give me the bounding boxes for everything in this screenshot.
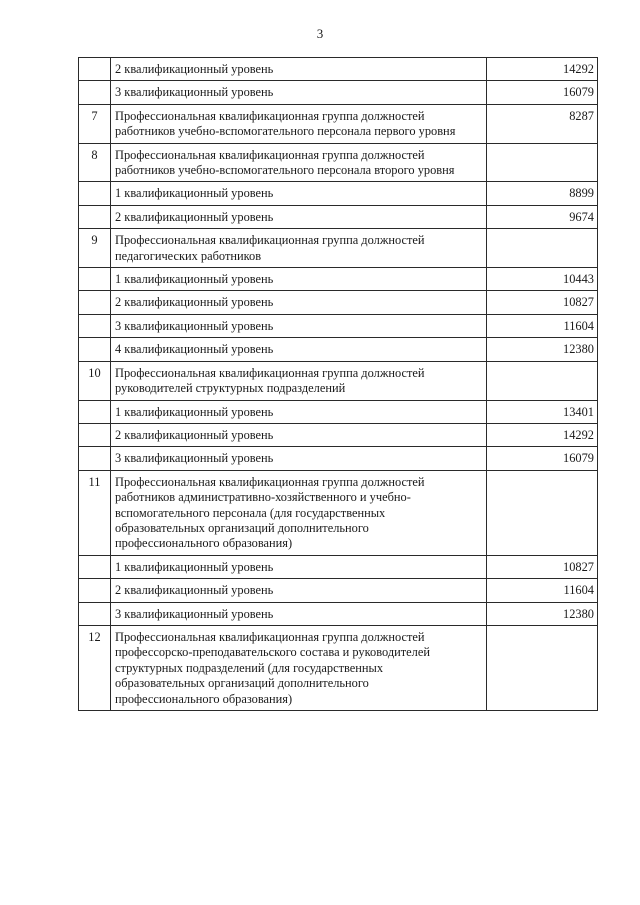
position-name-cell: Профессиональная квалификационная группа должностей руководителей структурных подразделений: [111, 361, 487, 400]
table-row: [79, 182, 598, 205]
row-number-cell: [79, 555, 111, 578]
table-row: [79, 470, 598, 555]
row-number-cell: [79, 291, 111, 314]
salary-value-cell: [487, 470, 598, 555]
salary-table: [78, 57, 598, 711]
row-number-cell: [79, 400, 111, 423]
position-name-cell: 2 квалификационный уровень: [111, 291, 487, 314]
row-number-cell: 12: [79, 625, 111, 710]
table-row: [79, 229, 598, 268]
table-row: [79, 104, 598, 143]
table-row: [79, 555, 598, 578]
row-number-cell: [79, 338, 111, 361]
row-number-cell: [79, 579, 111, 602]
salary-value-cell: 13401: [487, 400, 598, 423]
row-number-cell: 10: [79, 361, 111, 400]
salary-table-body: [79, 58, 598, 711]
position-name-cell: 3 квалификационный уровень: [111, 314, 487, 337]
row-number-cell: [79, 314, 111, 337]
position-name-cell: 3 квалификационный уровень: [111, 81, 487, 104]
table-row: [79, 625, 598, 710]
table-row: [79, 423, 598, 446]
position-name-cell: Профессиональная квалификационная группа должностей работников административно-хозяйственного и учебно-вспомогательного персонала (для государственных образовательных организаций дополнительного профессионального образования): [111, 470, 487, 555]
position-name-cell: 4 квалификационный уровень: [111, 338, 487, 361]
salary-value-cell: 11604: [487, 314, 598, 337]
table-row: [79, 143, 598, 182]
salary-value-cell: 9674: [487, 205, 598, 228]
row-number-cell: [79, 205, 111, 228]
salary-value-cell: 10443: [487, 268, 598, 291]
position-name-cell: 2 квалификационный уровень: [111, 205, 487, 228]
table-row: [79, 400, 598, 423]
salary-value-cell: 16079: [487, 81, 598, 104]
salary-value-cell: 14292: [487, 423, 598, 446]
position-name-cell: Профессиональная квалификационная группа должностей профессорско-преподавательского состава и руководителей структурных подразделений (для государственных образовательных организаций дополнительного профессионального образования): [111, 625, 487, 710]
page-number: 3: [316, 26, 324, 41]
position-name-cell: 3 квалификационный уровень: [111, 602, 487, 625]
position-name-cell: 2 квалификационный уровень: [111, 58, 487, 81]
row-number-cell: [79, 602, 111, 625]
salary-value-cell: [487, 229, 598, 268]
position-name-cell: 1 квалификационный уровень: [111, 555, 487, 578]
position-name-cell: 3 квалификационный уровень: [111, 447, 487, 470]
table-row: [79, 81, 598, 104]
position-name-cell: Профессиональная квалификационная группа должностей работников учебно-вспомогательного персонала первого уровня: [111, 104, 487, 143]
row-number-cell: [79, 447, 111, 470]
salary-value-cell: [487, 625, 598, 710]
position-name-cell: 1 квалификационный уровень: [111, 400, 487, 423]
salary-value-cell: 14292: [487, 58, 598, 81]
position-name-cell: 2 квалификационный уровень: [111, 579, 487, 602]
position-name-cell: Профессиональная квалификационная группа должностей работников учебно-вспомогательного персонала второго уровня: [111, 143, 487, 182]
table-row: [79, 579, 598, 602]
row-number-cell: 8: [79, 143, 111, 182]
table-row: [79, 58, 598, 81]
row-number-cell: [79, 58, 111, 81]
row-number-cell: 7: [79, 104, 111, 143]
salary-value-cell: [487, 361, 598, 400]
position-name-cell: 2 квалификационный уровень: [111, 423, 487, 446]
salary-value-cell: 10827: [487, 291, 598, 314]
table-row: [79, 314, 598, 337]
row-number-cell: [79, 182, 111, 205]
salary-value-cell: 8899: [487, 182, 598, 205]
salary-value-cell: 16079: [487, 447, 598, 470]
salary-value-cell: 10827: [487, 555, 598, 578]
table-row: [79, 447, 598, 470]
position-name-cell: 1 квалификационный уровень: [111, 268, 487, 291]
row-number-cell: [79, 423, 111, 446]
row-number-cell: [79, 81, 111, 104]
row-number-cell: 9: [79, 229, 111, 268]
table-row: [79, 268, 598, 291]
table-row: [79, 205, 598, 228]
row-number-cell: [79, 268, 111, 291]
table-row: [79, 291, 598, 314]
salary-value-cell: 8287: [487, 104, 598, 143]
table-row: [79, 361, 598, 400]
table-row: [79, 602, 598, 625]
position-name-cell: 1 квалификационный уровень: [111, 182, 487, 205]
position-name-cell: Профессиональная квалификационная группа должностей педагогических работников: [111, 229, 487, 268]
salary-value-cell: 12380: [487, 602, 598, 625]
salary-value-cell: 12380: [487, 338, 598, 361]
row-number-cell: 11: [79, 470, 111, 555]
salary-value-cell: 11604: [487, 579, 598, 602]
table-row: [79, 338, 598, 361]
salary-value-cell: [487, 143, 598, 182]
